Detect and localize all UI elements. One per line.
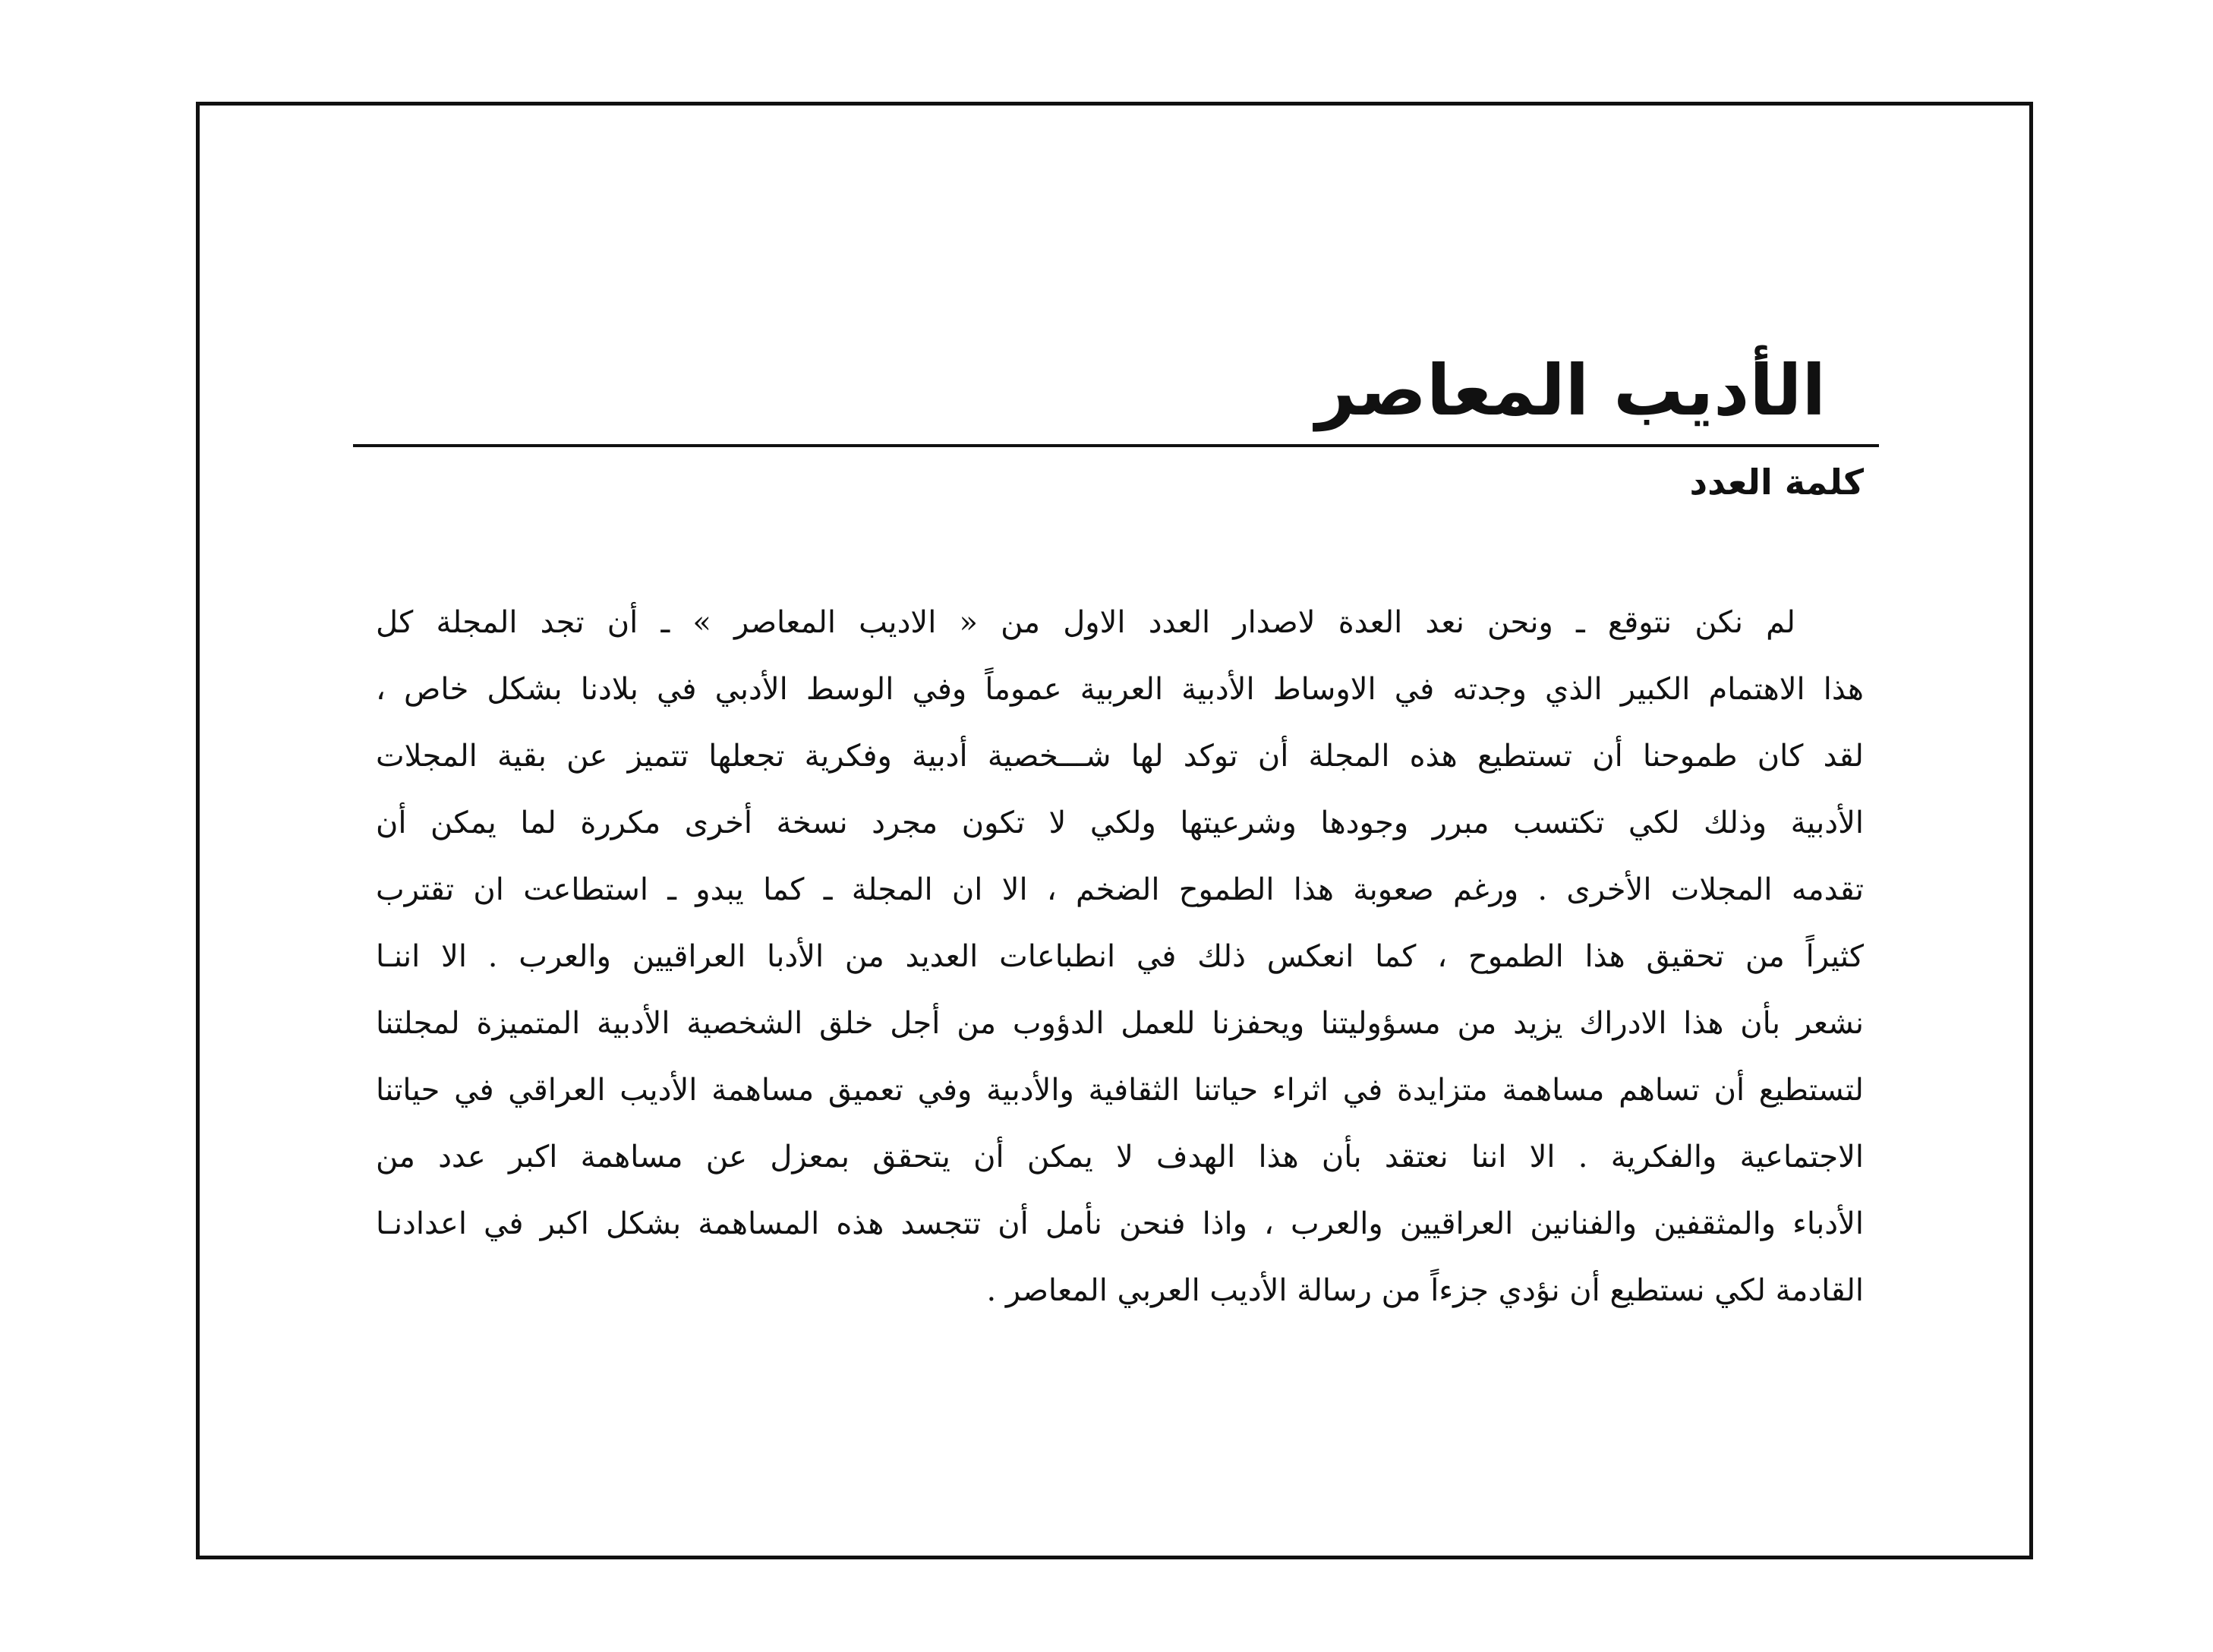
document-page xyxy=(353,326,1879,1374)
article-line: الاجتماعية والفكرية . الا اننا نعتقد بأن هذا الهدف لا يمكن أن يتحقق بمعزل عن مساهمة اكبر عدد من xyxy=(376,1140,1864,1174)
article-body xyxy=(376,589,1864,1324)
article-line: تقدمه المجلات الأخرى . ورغم صعوبة هذا الطموح الضخم ، الا ان المجلة ـ كما يبدو ـ استطاعت ان تقترب xyxy=(376,872,1864,907)
article-line: لم نكن نتوقع ـ ونحن نعد العدة لاصدار العدد الاول من « الاديب المعاصر » ـ أن تجد المجلة كل xyxy=(376,605,1795,640)
article-line: القادمة لكي نستطيع أن نؤدي جزءاً من رسالة الأديب العربي المعاصر . xyxy=(986,1273,1864,1308)
article-line: كثيراً من تحقيق هذا الطموح ، كما انعكس ذلك في انطباعات العديد من الأدبا العراقيين والعرب . الا اننـا xyxy=(376,939,1864,974)
article-line: لتستطيع أن تساهم مساهمة متزايدة في اثراء حياتنا الثقافية والأدبية وفي تعميق مساهمة الأديب العراقي في حياتنا xyxy=(376,1073,1864,1108)
article-line: نشعر بأن هذا الادراك يزيد من مسؤوليتنا ويحفزنا للعمل الدؤوب من أجل خلق الشخصية الأدبية المتميزة لمجلتنا xyxy=(376,1006,1864,1041)
article-line: هذا الاهتمام الكبير الذي وجدته في الاوساط الأدبية العربية عموماً وفي الوسط الأدبي في بلادنا بشكل خاص ، xyxy=(376,672,1864,707)
article-line: لقد كان طموحنا أن تستطيع هذه المجلة أن توكد لها شـــخصية أدبية وفكرية تجعلها تتميز عن بقية المجلات xyxy=(376,739,1864,774)
section-label: كلمة العدد xyxy=(1689,462,1864,503)
magazine-title: الأديب المعاصر xyxy=(1315,350,1826,431)
title-divider xyxy=(353,444,1879,447)
article-line: الأدباء والمثقفين والفنانين العراقيين والعرب ، واذا فنحن نأمل أن تتجسد هذه المساهمة بشكل اكبر في اعدادنـا xyxy=(376,1206,1864,1241)
article-line: الأدبية وذلك لكي تكتسب مبرر وجودها وشرعيتها ولكي لا تكون مجرد نسخة أخرى مكررة لما يمكن أن xyxy=(376,806,1864,840)
